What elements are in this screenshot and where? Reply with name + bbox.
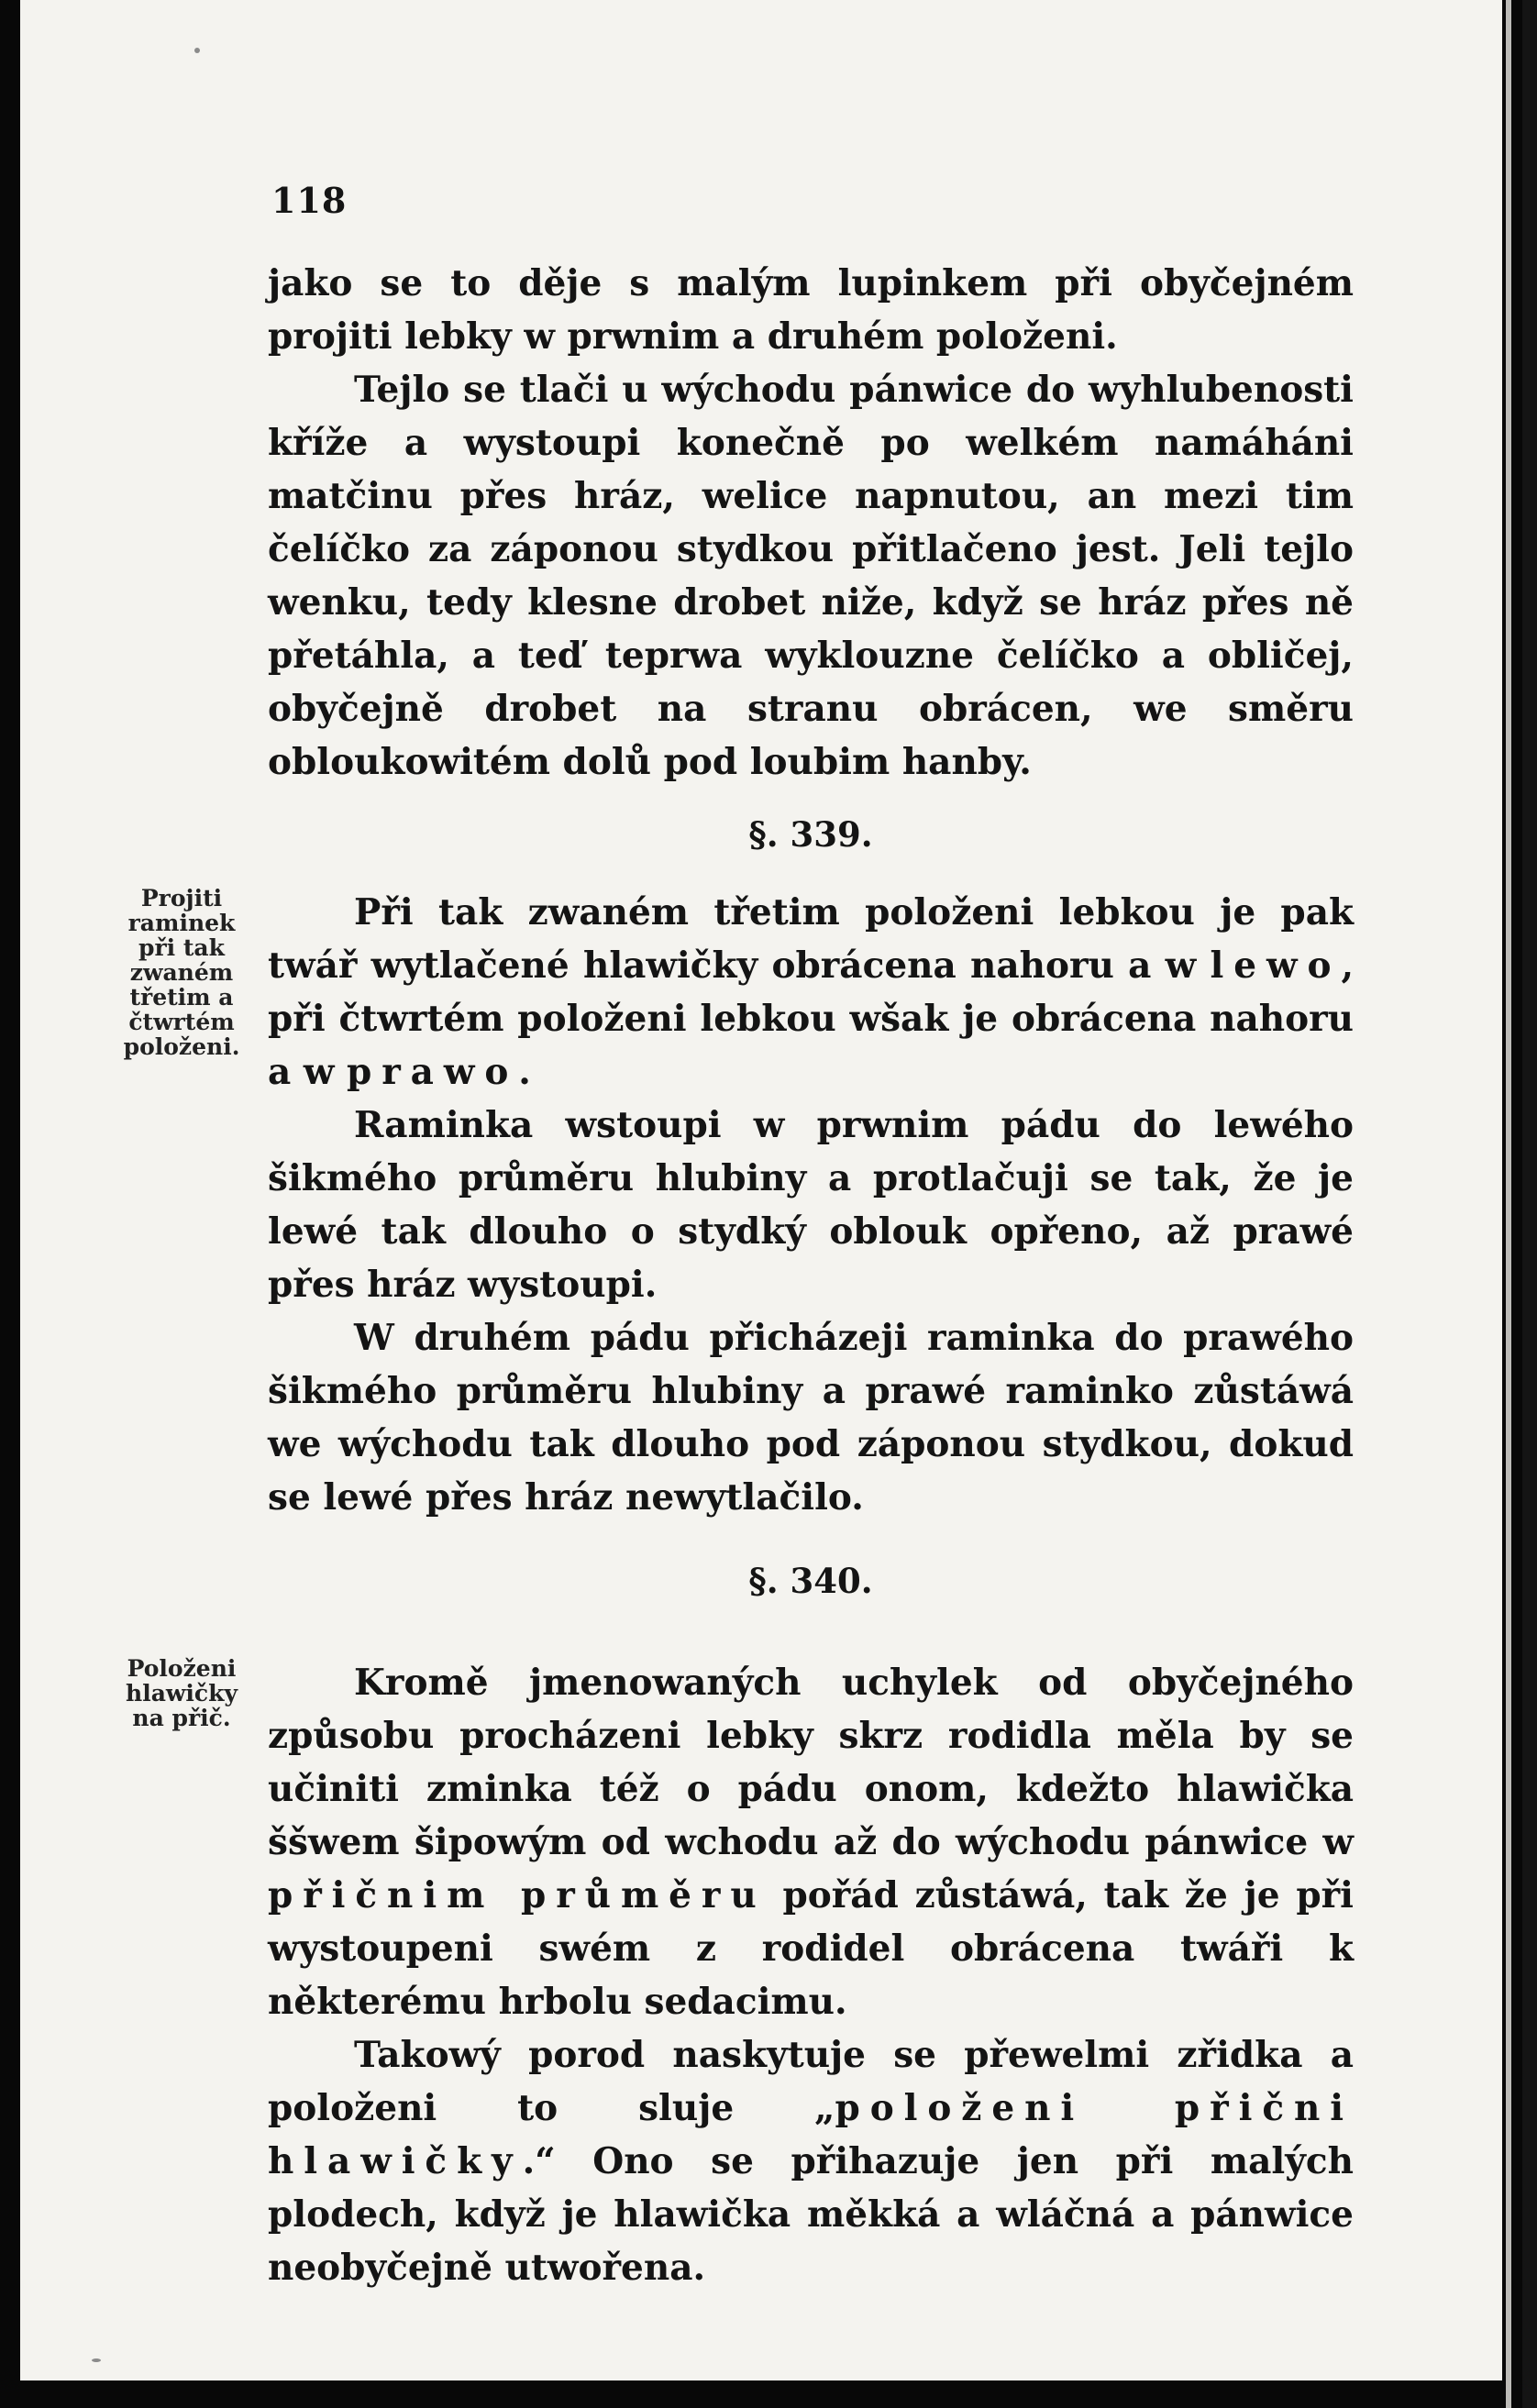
paragraph (268, 1656, 1354, 2028)
text-run: . (518, 1051, 531, 1093)
scan-border (1522, 0, 1537, 2408)
paragraph: Raminka wstoupi w prwnim pádu do lewého šikmého průměru hlubiny a protlačuji se tak, že je lewé tak dlouho o stydký oblouk opřeno, až prawé přes hráz wystoupi. (268, 1104, 1354, 1306)
emphasis-text: prawo (347, 1051, 519, 1093)
paragraph (268, 886, 1354, 1099)
scan-speck (92, 2358, 101, 2362)
emphasis-text: lewo (1210, 944, 1342, 987)
section-heading: §. 340. (748, 1561, 873, 1601)
text-block-bottom (268, 1656, 1354, 2294)
text-run: Při tak zwaném třetim položeni lebkou je pak twář wytlačené hlawičky obrácena nahoru a w (268, 891, 1354, 987)
margin-note: Položeni hlawičky na přič. (126, 1655, 238, 1731)
text-block-top (268, 257, 1354, 789)
section-heading: §. 339. (748, 814, 873, 855)
emphasis-text: přičnim průměru (268, 1874, 767, 1916)
paragraph: Tejlo se tlači u wýchodu pánwice do wyhlubenosti kříže a wystoupi konečně po welkém namáháni matčinu přes hráz, welice napnutou, an mezi tim čelíčko za záponou stydkou přitlačeno jest. Jeli tejlo wenku, tedy klesne drobet niže, když se hráz přes ně přetáhla, a teď teprwa wyklouzne čelíčko a obličej, obyčejně drobet na stranu obrácen, we směru obloukowitém dolů pod loubim hanby. (268, 369, 1354, 783)
text-run: Kromě jmenowaných uchylek od obyčejného způsobu procházeni lebky skrz rodidla měla by se učiniti zminka též o pádu onom, kdežto hlawička ššwem šipowým od wchodu až do wýchodu pánwice w (268, 1662, 1354, 1863)
paragraph (268, 2028, 1354, 2294)
scan-speck (194, 48, 200, 53)
paragraph: W druhém pádu přicházeji raminka do prawého šikmého průměru hlubiny a prawé raminko zůstáwá we wýchodu tak dlouho pod záponou stydkou, dokud se lewé přes hráz newytlačilo. (268, 1317, 1354, 1519)
text-run: Takowý porod naskytuje se přewelmi zřidka a položeni to sluje „ (268, 2034, 1354, 2129)
text-run: , při čtwrtém položeni lebkou wšak je obrácena nahoru a w (268, 944, 1355, 1093)
text-run: .“ Ono se přihazuje jen při malých plodech, když je hlawička měkká a wláčná a pánwice neobyčejně utwořena. (268, 2140, 1354, 2289)
page-number: 118 (271, 180, 348, 221)
text-run: pořád zůstáwá, tak že je při wystoupeni swém z rodidel obrácena twáři k některému hrbolu sedacimu. (268, 1874, 1354, 2023)
page-edge (1506, 0, 1511, 2408)
text-block-middle (268, 886, 1354, 1524)
paragraph: jako se to děje s malým lupinkem při obyčejném projiti lebky w prwnim a druhém položeni. (268, 262, 1354, 358)
margin-note: Projiti raminek při tak zwaném třetim a čtwrtém položeni. (123, 885, 240, 1060)
emphasis-text: položeni přični hlawičky (268, 2087, 1355, 2182)
